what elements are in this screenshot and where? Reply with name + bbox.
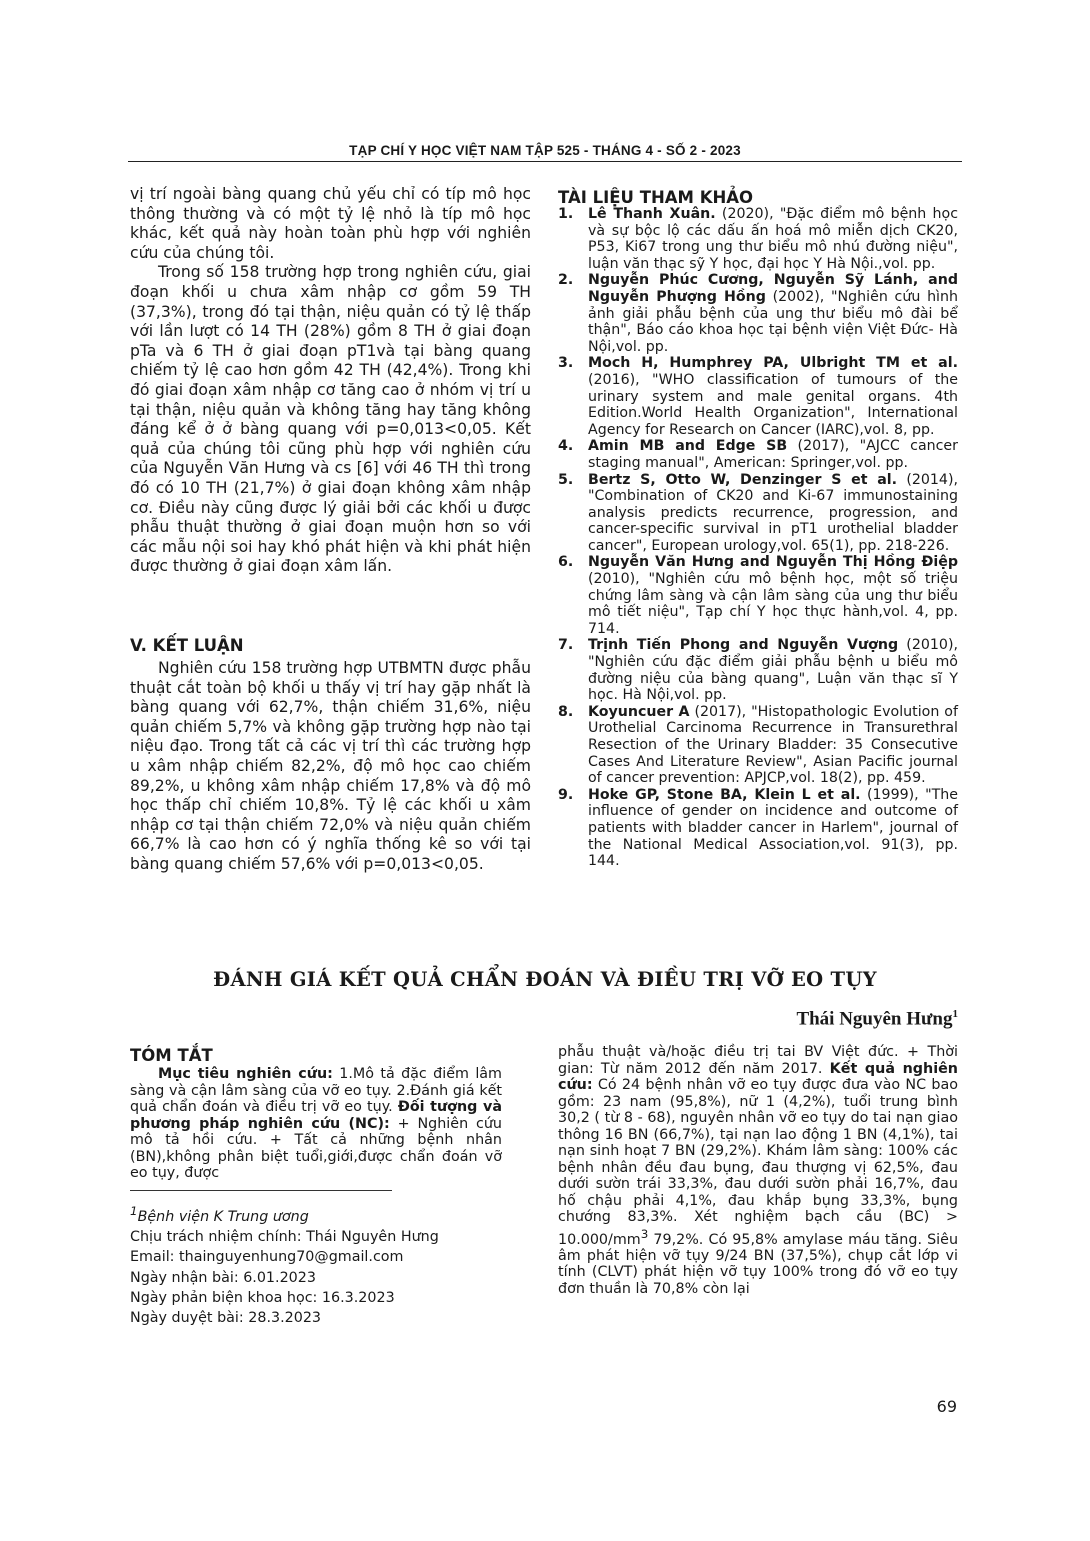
footnote-received: Ngày nhận bài: 6.01.2023	[130, 1269, 316, 1286]
reference-item: 1. Lê Thanh Xuân. (2020), "Đặc điểm mô bệnh học và sự bộc lộ các dấu ấn hoá mô miễn dịch CK20, P53, Ki67 trong ung thư biểu mô nhú đường niệu", luận văn thạc sỹ Y học, đại học Y Hà Nội.,vol. pp.	[558, 206, 959, 272]
discussion-paragraph: Trong số 158 trường hợp trong nghiên cứu, giai đoạn khối u chưa xâm nhập cơ gồm 59 TH (37,3%), trong đó tại thận, niệu quản có tỷ lệ thấp với lần lượt có 14 TH (28%) gồm 8 TH ở giai đoạn pTa và 6 TH ở giai đoạn pT1và tại bàng quang chiếm tỷ lệ cao hơn gồm 42 TH (42,4%). Trong khi đó giai đoạn xâm nhập cơ tăng cao ở nhóm vị trí u tại thận, niệu quản và không tăng hay tăng không đáng kể ở ở bàng quang với p=0,013<0,05. Kết quả của chúng tôi cũng phù hợp với nghiên cứu của Nguyễn Văn Hưng và cs [6] với 46 TH thì trong đó có 10 TH (21,7%) ở giai đoạn không xâm nhập cơ. Điều này cũng được lý giải bởi các khối u được phẫu thuật thường ở giai đoạn muộn hơn so với các mẫu nội soi hay khó phát hiện và khi phát hiện được thường ở giai đoạn xâm lấn.	[130, 263, 531, 576]
section-heading-conclusion: V. KẾT LUẬN	[130, 636, 244, 655]
footnote-responsible: Chịu trách nhiệm chính: Thái Nguyên Hưng	[130, 1229, 439, 1246]
conclusion-column	[130, 659, 531, 875]
journal-header: TẠP CHÍ Y HỌC VIỆT NAM TẬP 525 - THÁNG 4 - SỐ 2 - 2023	[349, 143, 741, 158]
reference-item: 9. Hoke GP, Stone BA, Klein L et al. (1999), "The influence of gender on incidence and outcome of patients with bladder cancer in Harlem", journal of the National Medical Association,vol. 91(3), pp. 144.	[558, 786, 958, 870]
author-name: Thái Nguyên Hưng$^1$	[796, 1008, 958, 1030]
footnotes	[130, 1201, 439, 1329]
abstract-left-column	[130, 1066, 502, 1182]
footnote-approved: Ngày duyệt bài: 28.3.2023	[130, 1310, 322, 1327]
abstract-paragraph: Mục tiêu nghiên cứu: 1.Mô tả đặc điểm lâm sàng và cận lâm sàng của vỡ eo tụy. 2.Đánh giá kết quả chẩn đoán và điều trị vỡ eo tụy. Đối tượng và phương pháp nghiên cứu (NC): + Nghiên cứu mô tả hồi cứu. + Tất cả những bệnh nhân (BN),không phân biệt tuổi,giới,được chẩn đoán vỡ eo tụy, được	[130, 1066, 502, 1181]
footnote-affiliation: $^1$Bệnh viện K Trung ương	[130, 1204, 309, 1225]
reference-item: 5. Bertz S, Otto W, Denzinger S et al. (2014), "Combination of CK20 and Ki-67 immunostaining analysis predicts recurrence, progression, and cancer-specific survival in pT1 urothelial bladder cancer", European urology,vol. 65(1), pp. 218-226.	[558, 471, 959, 554]
page-number: 69	[936, 1397, 957, 1416]
footnote-rule	[130, 1190, 392, 1191]
summary-heading: TÓM TẮT	[130, 1046, 213, 1065]
discussion-paragraph: vị trí ngoài bàng quang chủ yếu chỉ có típ mô học thông thường và có một tỷ lệ nhỏ là típ mô học khác, kết quả này hoàn toàn phù hợp với nghiên cứu của chúng tôi.	[130, 185, 531, 262]
footnote-reviewed: Ngày phản biện khoa học: 16.3.2023	[130, 1289, 395, 1306]
reference-item: 2. Nguyễn Phúc Cương, Nguyễn Sỹ Lánh, and Nguyễn Phượng Hồng (2002), "Nghiên cứu hình ảnh giải phẫu bệnh của ung thư biểu mô đài bể thận", Báo cáo khoa học tại bệnh viện Việt Đức- Hà Nội,vol. pp.	[558, 272, 958, 355]
header-rule	[128, 161, 962, 162]
reference-item: 7. Trịnh Tiến Phong and Nguyễn Vượng (2010), "Nghiên cứu đặc điểm giải phẫu bệnh u biểu mô đường niệu của bàng quang", Luận văn thạc sĩ Y học. Hà Nội,vol. pp.	[558, 637, 958, 704]
article-title: ĐÁNH GIÁ KẾT QUẢ CHẨN ĐOÁN VÀ ĐIỀU TRỊ VỠ EO TỤY	[213, 968, 877, 991]
reference-list	[558, 206, 958, 870]
footnote-email: Email: thainguyenhung70@gmail.com	[130, 1249, 404, 1266]
reference-item: 6. Nguyễn Văn Hưng and Nguyễn Thị Hồng Điệp (2010), "Nghiên cứu mô bệnh học, một số triệu chứng lâm sàng và cận lâm sàng của ung thư biểu mô tiết niệu", Tạp chí Y học thực hành,vol. 4, pp. 714.	[558, 554, 958, 637]
reference-item: 3. Moch H, Humphrey PA, Ulbright TM et al. (2016), "WHO classification of tumours of the urinary system and male genital organs. 4th Edition.World Health Organization", International Agency for Research on Cancer (IARC),vol. 8, pp.	[558, 355, 958, 438]
reference-item: 8. Koyuncuer A (2017), "Histopathologic Evolution of Urothelial Carcinoma Recurrence in Transurethral Resection of the Urinary Bladder: 35 Consecutive Cases And Literature Review", Asian Pacific journal of cancer prevention: APJCP,vol. 18(2), pp. 459.	[558, 703, 958, 787]
abstract-paragraph: phẫu thuật và/hoặc điều trị tai BV Việt đức. + Thời gian: Từ năm 2012 đến năm 2017. Kết quả nghiên cứu: Có 24 bệnh nhân vỡ eo tụy được đưa vào NC bao gồm: 23 nam (95,8%), nữ 1 (4,2%), tuổi trung bình 30,2 ( từ 8 - 68), nguyên nhân vỡ eo tụy do tai nạn giao thông 16 BN (66,7%), tại nạn lao động 1 BN (4,1%), tai nạn sinh hoạt 7 BN (29,2%). Khám lâm sàng: 100% các bệnh nhân đều đau bụng, đau thượng vị 62,5%, đau dưới sườn trái 33,3%, đau dưới sườn phải 16,7%, đau hố chậu phải 4,1%, đau khắp bụng 33,3%, bụng chướng 83,3%. Xét nghiệm bạch cầu $(BC) > 10.000/mm^3$ 79,2%. Có 95,8% amylase máu tăng. Siêu âm phát hiện vỡ tụy 9/24 BN (37,5%), chụp cắt lớp vi tính (CLVT) phát hiện vỡ tụy 100% trong đó vỡ eo tụy đơn thuần là 70,8% còn lại	[558, 1044, 958, 1297]
abstract-right-column	[558, 1044, 958, 1297]
discussion-column	[130, 185, 531, 577]
conclusion-paragraph: Nghiên cứu 158 trường hợp UTBMTN được phẫu thuật cắt toàn bộ khối u thấy vị trí hay gặp nhất là bàng quang với 62,7%, thận chiếm 31,6%, niệu quản chiếm 5,7% và không gặp trường hợp nào tại niệu đạo. Trong tất cả các vị trí thì các trường hợp u xâm nhập chiếm 82,2%, độ mô học cao chiếm 89,2%, u không xâm nhập chiếm 17,8% và độ mô học thấp chỉ chiếm 10,8%. Tỷ lệ các khối u xâm nhập cơ tại thận chiếm 72,0% và niệu quản chiếm 66,7% là cao hơn có ý nghĩa thống kê so với tại bàng quang chiếm 57,6% với p=0,013<0,05.	[130, 659, 531, 873]
references-heading: TÀI LIỆU THAM KHẢO	[558, 188, 754, 207]
reference-item: 4. Amin MB and Edge SB (2017), "AJCC cancer staging manual", American: Springer,vol. pp.	[558, 438, 958, 471]
